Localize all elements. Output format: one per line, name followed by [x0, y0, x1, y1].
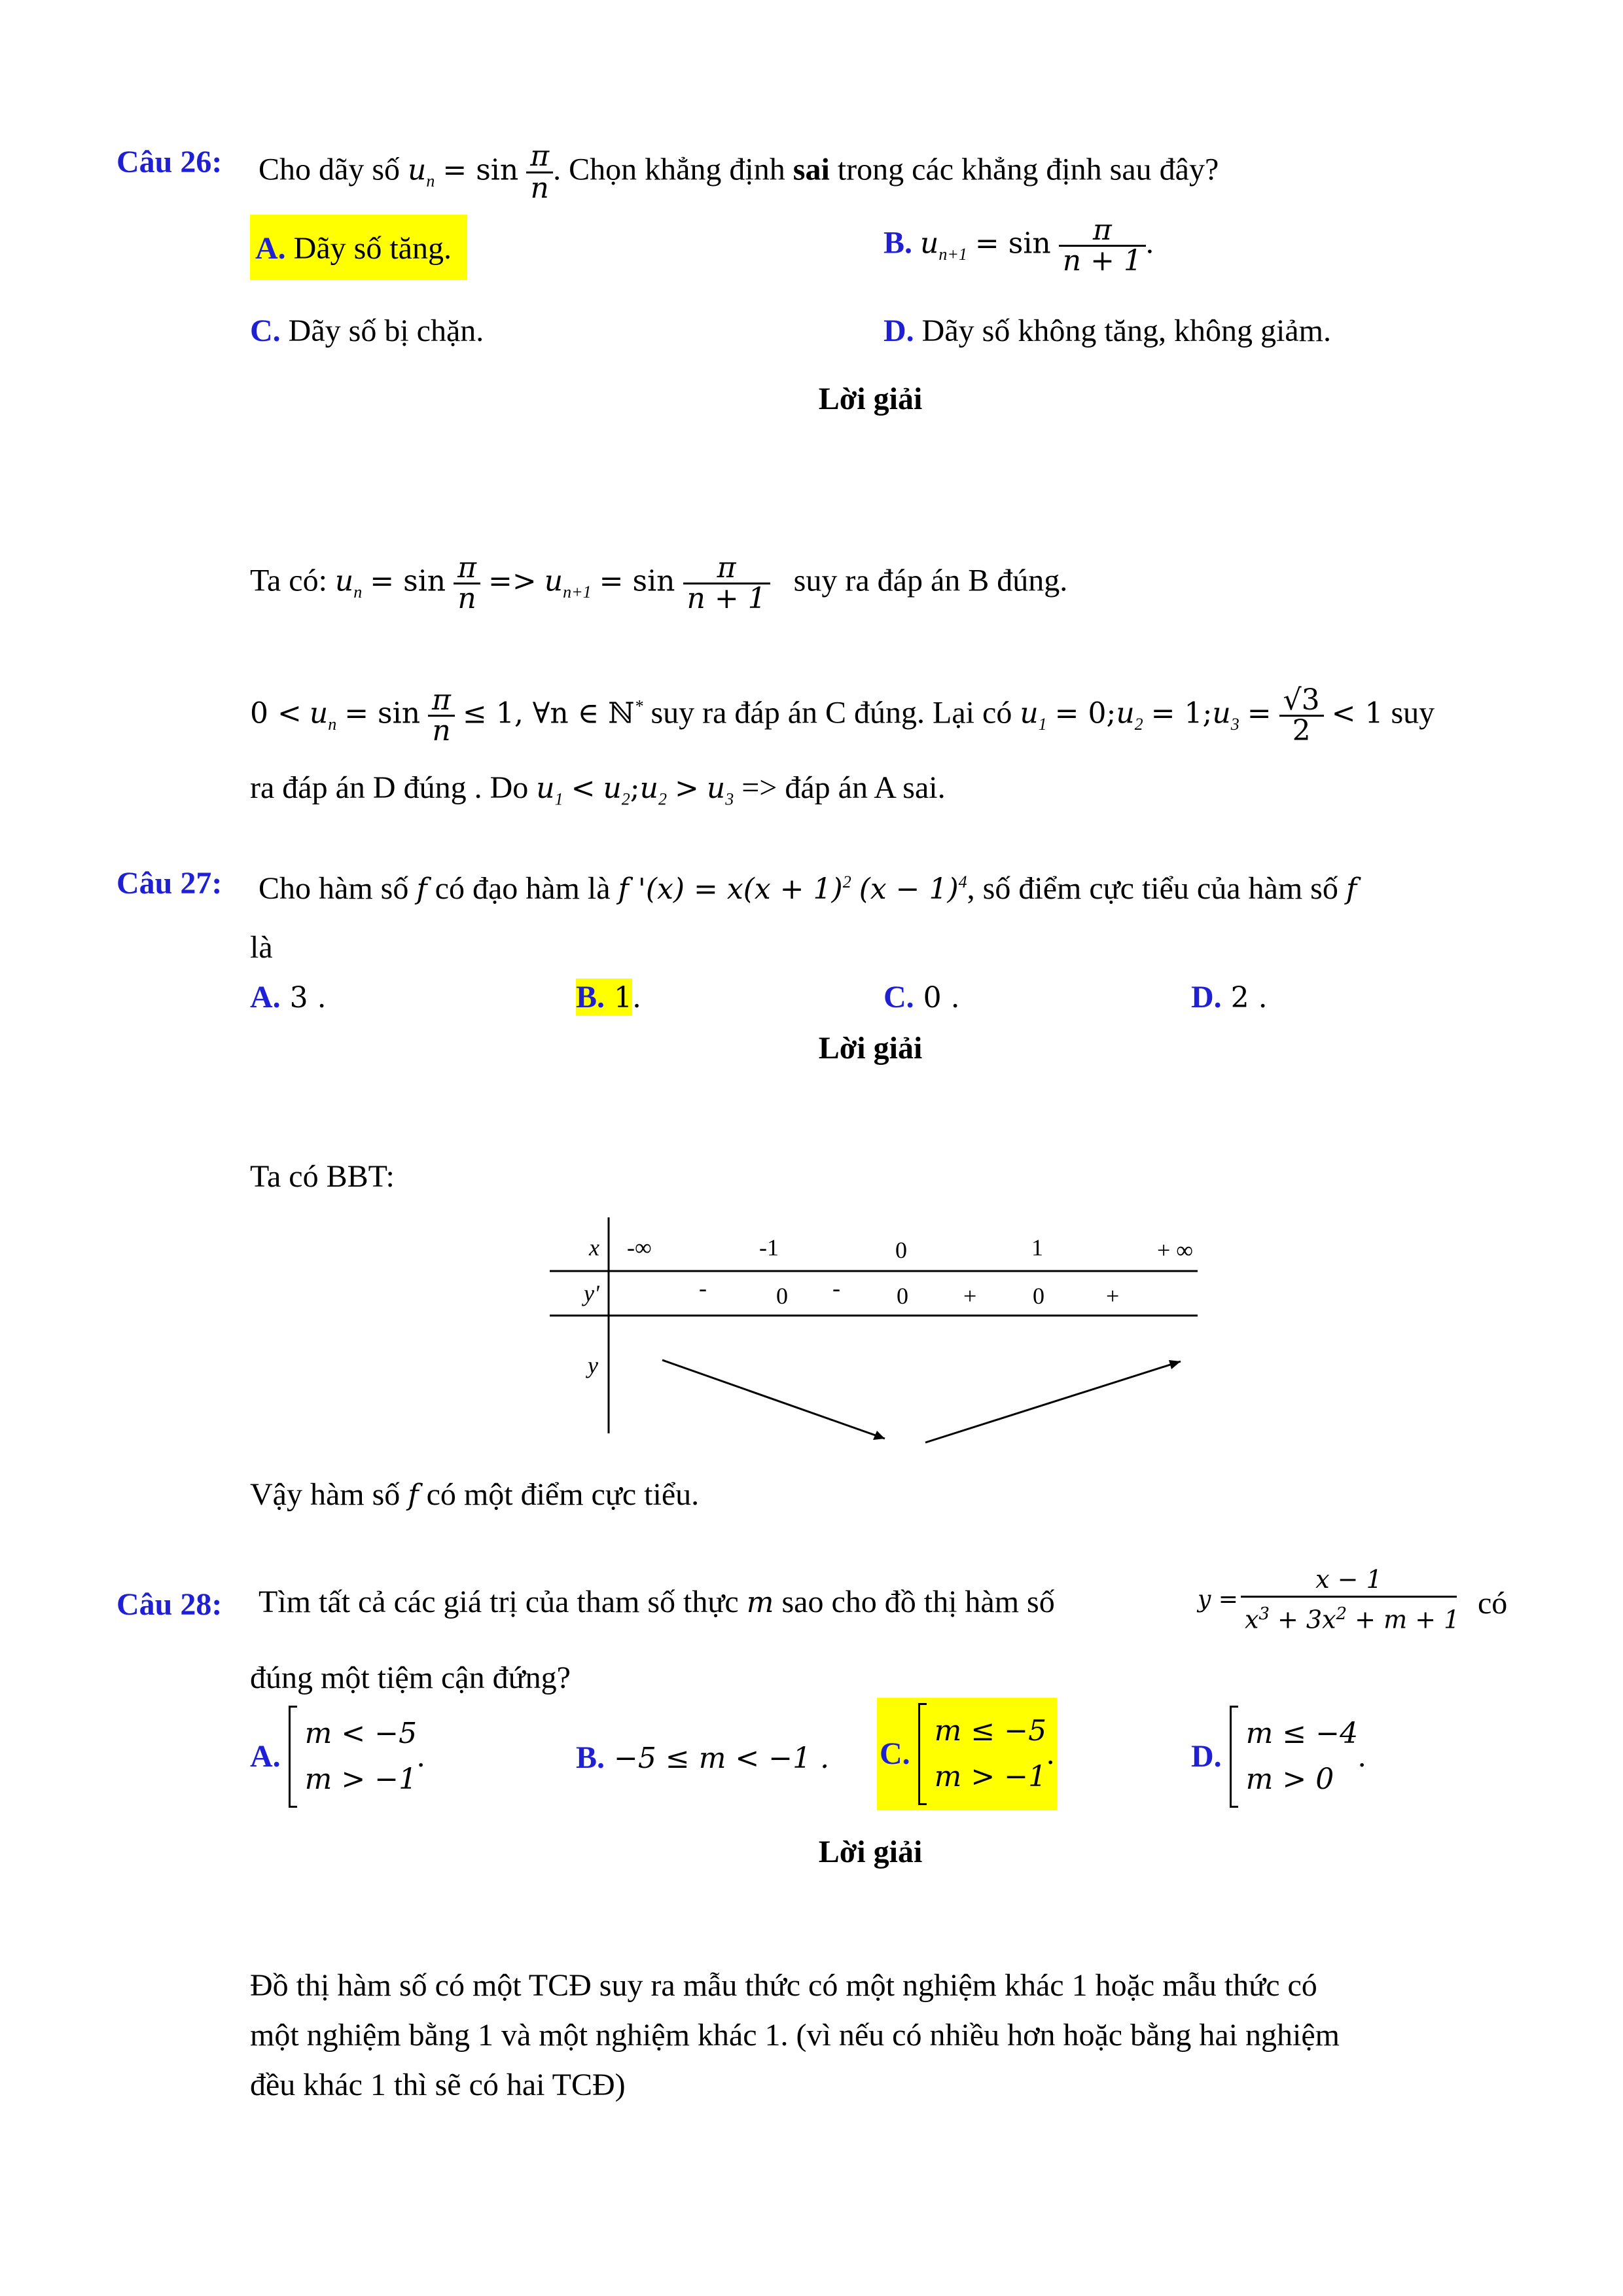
q26-sol2-d: = 0;: [1054, 696, 1116, 730]
q26-sol2-s: n: [328, 715, 337, 734]
q26-sol2-u3s: 3: [1230, 715, 1240, 734]
q27-option-b-label: B.: [576, 980, 605, 1014]
q28-sol-line1: Đồ thị hàm số có một TCĐ suy ra mẫu thức có một nghiệm khác 1 hoặc mẫu thức có: [250, 1968, 1317, 2003]
q28-option-c-dot: .: [1046, 1736, 1055, 1771]
q28-option-c-r2: m > −1: [934, 1760, 1047, 1793]
q26-sol3-gt: >: [674, 772, 699, 805]
q26-label: Câu 26:: [116, 145, 223, 179]
q26-sol2-u1s: 1: [1038, 715, 1047, 734]
q26-sol1-tail: suy ra đáp án B đúng.: [793, 563, 1068, 598]
q27-line2: là: [250, 930, 273, 965]
q26-tail-a: . Chọn khẳng định: [553, 152, 793, 187]
q28-mid: sao cho đồ thị hàm số: [774, 1585, 1055, 1619]
q26-sol1-s2: n+1: [563, 583, 592, 602]
q28-option-a-dot: .: [417, 1739, 425, 1774]
q26-sol2-eq: = sin: [344, 696, 421, 730]
q26-option-b-den: n + 1: [1062, 244, 1142, 278]
q27-option-a[interactable]: [250, 978, 327, 1018]
q28-option-c[interactable]: [877, 1698, 1057, 1810]
q27-sol-intro: Ta có BBT:: [250, 1159, 395, 1194]
q26-option-a-text: Dãy số tăng.: [285, 231, 452, 266]
q26-option-b-frac: [1059, 213, 1146, 278]
q26-option-b-dot: .: [1145, 225, 1154, 260]
q28-option-d-rows: [1246, 1711, 1358, 1803]
q28-frac: [1241, 1563, 1460, 1636]
q26-sol2-u1: u: [1020, 696, 1039, 730]
q26-option-a[interactable]: [250, 215, 467, 280]
q28-intro: Tìm tất cả các giá trị của tham số thực: [259, 1585, 739, 1619]
q26-option-c-text: Dãy số bị chặn.: [280, 314, 484, 348]
q26-sol2-g: < 1: [1331, 696, 1383, 730]
q28-m: m: [746, 1586, 774, 1619]
q26-option-c-label: C.: [250, 314, 281, 348]
q26-sol1-d1: n: [457, 582, 476, 615]
q28-option-a-rows: [305, 1711, 417, 1803]
bbt-x-label: x: [589, 1234, 599, 1261]
q26-option-d[interactable]: [883, 312, 1331, 351]
q26-sol3-a: ra đáp án D đúng . Do: [250, 770, 529, 805]
q28-option-b[interactable]: [576, 1738, 829, 1778]
q26-sol1-n2: π: [683, 554, 770, 584]
q26-sol1-eq2: = sin: [599, 564, 675, 598]
q27-option-d-label: D.: [1191, 980, 1222, 1014]
q26-sol2-u2s: 2: [1134, 715, 1143, 734]
q27-conclusion-a: Vậy hàm số: [250, 1477, 401, 1512]
q26-frac-den: n: [530, 171, 549, 205]
q26-sol3-u3s: 3: [725, 789, 734, 809]
q27-mid: có đạo hàm là: [427, 871, 611, 906]
q26-option-d-label: D.: [883, 314, 914, 348]
bbt-arrow-up-head: [1169, 1360, 1181, 1369]
q28-option-c-label: C.: [880, 1736, 910, 1771]
q26-u: u: [408, 153, 427, 187]
q28-den-a: x: [1244, 1605, 1259, 1634]
q27-option-d-text: 2 .: [1221, 981, 1268, 1014]
q27-e2: 4: [958, 872, 967, 891]
bbt-yp-label: y': [584, 1280, 599, 1306]
q26-solution-line2: [250, 683, 1435, 747]
q26-sol2-den: n: [432, 714, 451, 747]
q26-option-c[interactable]: [250, 312, 484, 351]
bbt-arrow-up: [925, 1361, 1181, 1443]
q27-f2: f: [1346, 872, 1357, 906]
q26-sol2-u2: u: [1116, 696, 1135, 730]
q26-sol2-a: 0 <: [250, 696, 302, 730]
q26-option-a-label: A.: [255, 231, 286, 266]
bbt-yp-2: -: [832, 1275, 840, 1301]
q27-deriv: f '(x) = x: [618, 872, 743, 906]
q26-option-b-sub: n+1: [938, 245, 967, 264]
q26-sol1-intro: Ta có:: [250, 563, 327, 598]
q28-solution-text: [250, 1961, 1340, 2110]
q27-option-a-label: A.: [250, 980, 281, 1014]
q28-option-d-bracket: [1230, 1706, 1238, 1808]
q28-option-c-r1: m ≤ −5: [934, 1714, 1047, 1748]
q28-den-c: + m + 1: [1347, 1605, 1460, 1634]
bbt-x-2: 0: [895, 1237, 907, 1263]
bbt-x-1: -1: [759, 1234, 779, 1261]
q28-num: x − 1: [1241, 1563, 1457, 1598]
q27-f: f: [416, 872, 427, 906]
q28-option-a[interactable]: [250, 1706, 425, 1808]
bbt-x-4: + ∞: [1157, 1237, 1193, 1263]
q26-sol3-sc: ;: [630, 772, 640, 805]
q28-option-d-label: D.: [1191, 1739, 1222, 1774]
q28-option-c-rows: [935, 1708, 1046, 1800]
q27-option-b[interactable]: [576, 978, 641, 1018]
q28-tail: có: [1478, 1586, 1508, 1621]
q28-option-c-bracket: [918, 1703, 927, 1805]
q26-sol2-frac-sqrt: [1279, 683, 1324, 747]
q28-solution-title: Lời giải: [818, 1835, 923, 1869]
q28-y-eq: y =: [1198, 1586, 1238, 1613]
q26-option-b-num: π: [1059, 216, 1146, 247]
q28-option-d-r1: m ≤ −4: [1245, 1717, 1359, 1750]
q27-option-a-text: 3 .: [280, 981, 327, 1014]
q28-option-a-r1: m < −5: [304, 1717, 418, 1750]
q26-sol3-tail: => đáp án A sai.: [734, 770, 946, 805]
q26-sol1-eq1: = sin: [370, 564, 446, 598]
q26-option-b[interactable]: [883, 213, 1154, 278]
q26-sol3-lt: <: [571, 772, 596, 805]
q26-sol1-d2: n + 1: [687, 582, 766, 615]
q26-sol2-frac: [428, 683, 455, 747]
q27-label: Câu 27:: [116, 866, 223, 901]
q28-option-d[interactable]: [1191, 1706, 1366, 1808]
q26-sol3-u1: u: [536, 772, 555, 805]
q26-sol1-arrow: =>: [488, 564, 537, 598]
q26-sol2-h: suy: [1383, 695, 1435, 730]
bbt-y-label: y: [588, 1352, 598, 1378]
bbt-yp-0: -: [699, 1275, 707, 1301]
bbt-yp-3: 0: [897, 1283, 908, 1309]
q26-solution-line1: [250, 551, 1068, 615]
q27-option-c[interactable]: [883, 978, 960, 1018]
q27-e1: 2: [842, 872, 851, 891]
q27-option-b-dot: .: [632, 981, 641, 1014]
q26-option-b-label: B.: [883, 225, 913, 260]
q28-option-a-bracket: [289, 1706, 297, 1808]
bbt-yp-5: 0: [1033, 1283, 1044, 1309]
q26-frac-num: π: [526, 141, 553, 173]
q26-sol2-f: =: [1247, 696, 1272, 730]
q26-u-sub: n: [426, 171, 435, 191]
q26-sol2-u3: u: [1212, 696, 1231, 730]
q26-solution-line3: [250, 768, 946, 819]
q26-sol2-fnum: √3: [1279, 686, 1324, 717]
q28-sol-line2: một nghiệm bằng 1 và một nghiệm khác 1. (vì nếu có nhiều hơn hoặc bằng hai nghiệm: [250, 2018, 1340, 2053]
q27-tail: , số điểm cực tiểu của hàm số: [967, 871, 1338, 906]
q28-den-b: + 3x: [1269, 1605, 1336, 1634]
q27-p1: (x + 1): [743, 872, 843, 906]
q26-solution-title: Lời giải: [818, 382, 923, 416]
q27-conclusion: [250, 1475, 699, 1515]
q28-label: Câu 28:: [116, 1587, 223, 1622]
q26-sol1-s1: n: [353, 583, 363, 602]
bbt-arrow-down: [662, 1360, 885, 1439]
q28-option-d-dot: .: [1358, 1739, 1366, 1774]
q28-den-e2: 2: [1336, 1604, 1347, 1624]
q28-den: [1241, 1598, 1460, 1636]
q27-option-c-label: C.: [883, 980, 914, 1014]
q26-sol3-u2b: u: [639, 772, 658, 805]
q26-sol1-n1: π: [454, 554, 480, 584]
q28-option-c-highlight: [877, 1698, 1057, 1810]
q26-sol3-u2s: 2: [621, 789, 630, 809]
q26-option-d-text: Dãy số không tăng, không giảm.: [914, 314, 1331, 348]
q26-sol2-b: ≤ 1, ∀n ∈ ℕ: [462, 696, 635, 730]
q26-stem: [259, 141, 1219, 204]
q26-frac: [526, 141, 553, 204]
q26-sol2-u: u: [309, 696, 329, 730]
q27-variation-table: [550, 1217, 1204, 1453]
q26-option-b-eq: = sin: [974, 226, 1051, 260]
q27-solution-title: Lời giải: [818, 1031, 923, 1066]
q26-tail-b: trong các khẳng định sau đây?: [829, 152, 1219, 187]
q28-option-a-r2: m > −1: [304, 1763, 418, 1796]
q27-stem: [259, 863, 1357, 909]
bbt-x-0: -∞: [627, 1234, 652, 1261]
q26-sol2-c: suy ra đáp án C đúng. Lại có: [643, 695, 1012, 730]
q26-sol3-u1s: 1: [554, 789, 563, 809]
q28-stem: [259, 1583, 1055, 1623]
q26-sol3-u2: u: [603, 772, 622, 805]
bbt-x-3: 1: [1031, 1234, 1043, 1261]
q28-option-a-label: A.: [250, 1739, 281, 1774]
q27-intro: Cho hàm số: [259, 871, 409, 906]
q27-option-b-highlight: [576, 978, 632, 1016]
q28-line2: đúng một tiệm cận đứng?: [250, 1660, 571, 1695]
bbt-yp-4: +: [963, 1283, 977, 1309]
q26-sol1-frac1: [454, 551, 480, 615]
q28-function: [1198, 1563, 1460, 1636]
q27-option-b-text: 1: [605, 981, 632, 1014]
q27-option-c-text: 0 .: [914, 981, 960, 1014]
q26-tail-bold: sai: [793, 152, 830, 187]
q27-option-d[interactable]: [1191, 978, 1268, 1018]
q27-p2: (x − 1): [859, 872, 959, 906]
q26-sol3-u3: u: [706, 772, 726, 805]
q26-sol2-fden: 2: [1292, 714, 1311, 747]
q26-sol2-num: π: [428, 686, 455, 717]
bbt-yp-1: 0: [776, 1283, 788, 1309]
q26-sol1-frac2: [683, 551, 770, 615]
q27-conclusion-b: có một điểm cực tiểu.: [418, 1477, 700, 1512]
q26-intro: Cho dãy số: [259, 152, 400, 187]
q26-eq: = sin: [442, 153, 519, 187]
q26-sol2-star: *: [634, 696, 643, 716]
q26-sol1-u2: u: [544, 564, 563, 598]
q28-option-b-text: −5 ≤ m < −1 .: [605, 1742, 830, 1775]
q28-option-d-r2: m > 0: [1245, 1763, 1334, 1796]
q26-sol3-u2bs: 2: [658, 789, 667, 809]
q28-den-e1: 3: [1258, 1604, 1270, 1624]
q26-sol1-u1: u: [334, 564, 354, 598]
q28-option-b-label: B.: [576, 1740, 605, 1775]
q26-sol2-e: = 1;: [1150, 696, 1213, 730]
q27-conclusion-f: f: [408, 1479, 419, 1512]
q28-sol-line3: đều khác 1 thì sẽ có hai TCĐ): [250, 2068, 626, 2102]
bbt-yp-6: +: [1106, 1283, 1120, 1309]
q26-option-b-u: u: [920, 226, 939, 260]
